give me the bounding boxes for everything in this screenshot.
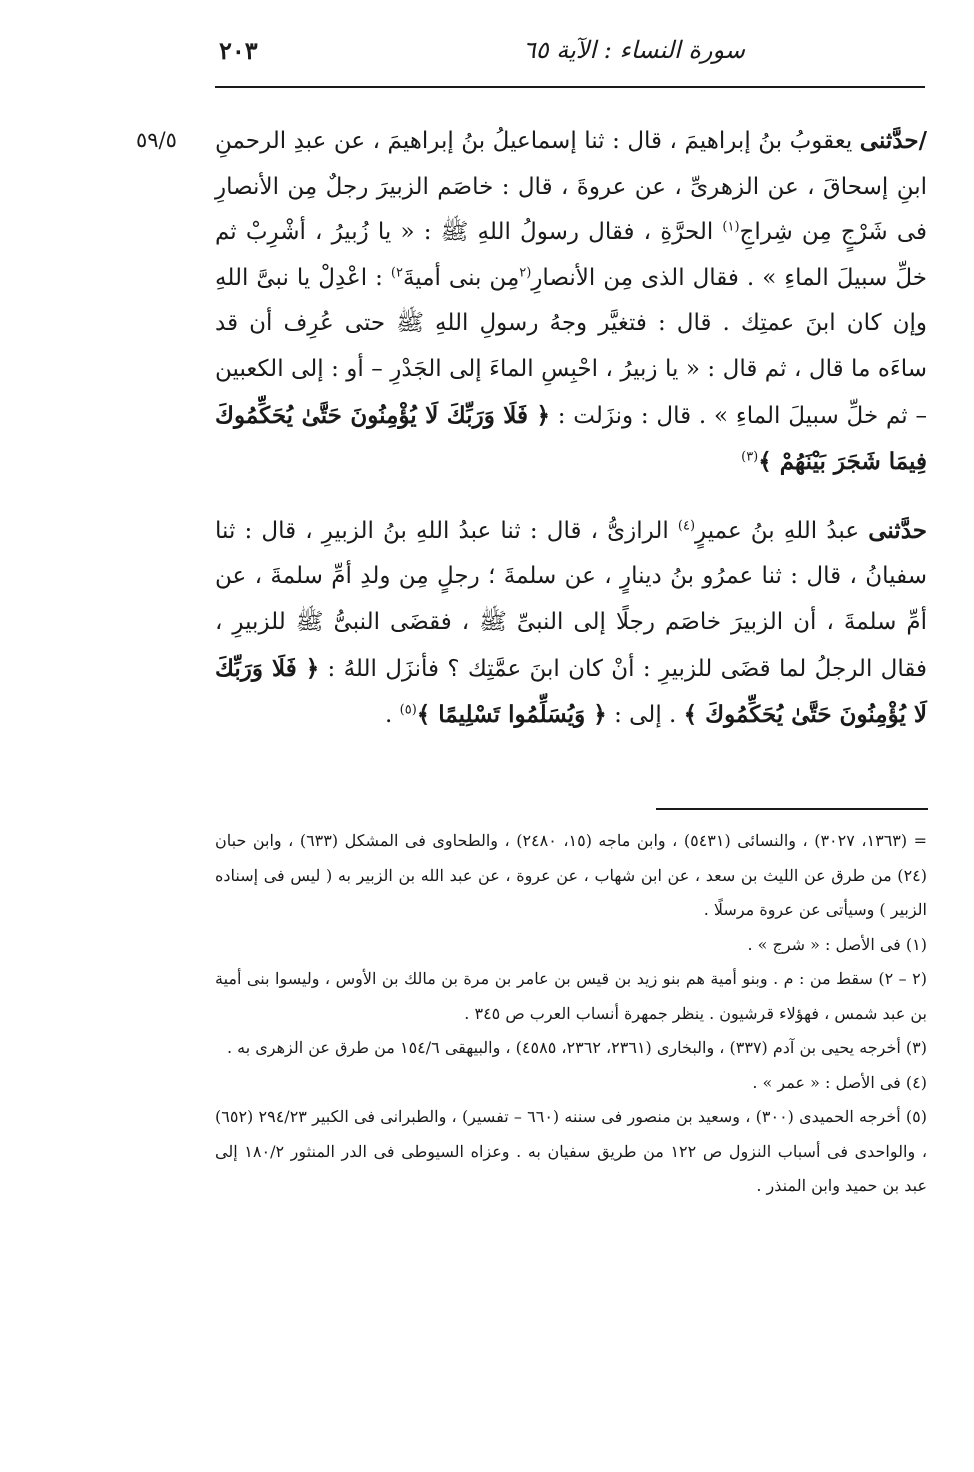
footnote: (٤) فى الأصل : « عمر » .: [752, 1072, 927, 1092]
quran-verse: ﴿ فَلَا وَرَبِّكَ لَا يُؤْمِنُونَ حَتَّىٰ يُحَكِّمُوكَ فِيمَا شَجَرَ بَيْنَهُمْ ﴾: [215, 401, 927, 476]
footnote: = (١٣٦٣، ٣٠٢٧) ، والنسائى (٥٤٣١) ، وابن ماجه (١٥، ٢٤٨٠) ، والطحاوى فى المشكل (٦٣٣) ، وابن حبان (٢٤) من طرق عن الليث بن سعد ، عن ابن شهاب ، عن عروة ، عن عبد الله بن الزبير به ( ليس فى إسناده الزبير ) وسيأتى عن عروة مرسلًا .: [215, 831, 928, 919]
paragraph-text: . إلى :: [606, 702, 684, 729]
page-number: ٢٠٣: [219, 36, 258, 65]
paragraph-text: الرازىُّ ، قال : ثنا عبدُ اللهِ بنُ الزبيرِ ، قال : ثنا سفيانُ ، قال : ثنا عمرُو بنُ دينارٍ ، عن سلمةَ ؛ رجلٍ مِن ولدِ أمِّ سلمةَ ، عن أمِّ سلمةَ ، أن الزبيرَ خاصَم رجلًا إلى النبىِّ ﷺ ، فقضَى النبىُّ ﷺ للزبيرِ ، فقال الرجلُ لما قضَى للزبيرِ : أنْ كان ابنَ عمَّتِك ؟ فأنزَل اللهُ :: [215, 517, 927, 682]
margin-reference: ٥٩/٥: [136, 128, 177, 152]
footnote-marker: ٢): [390, 265, 403, 281]
footnote-marker: (٥): [399, 702, 417, 718]
footnote: (٢ – ٢) سقط من : م . وبنو أمية هم بنو زيد بن قيس بن عامر بن مرة بن مالك بن الأوس ، وليسوا بنى أمية بن عبد شمس ، فهؤلاء قرشيون . ينظر جمهرة أنساب العرب ص ٣٤٥ .: [215, 969, 928, 1023]
hadith-paragraph-1: [215, 118, 927, 486]
paragraph-text: .: [385, 702, 400, 729]
footnote-divider: [656, 808, 928, 810]
paragraph-lead: /حدَّثنى: [859, 127, 927, 154]
paragraph-text: : اعْدِلْ يا نبىَّ اللهِ وإن كان ابنَ عمتِك . قال : فتغيَّر وجهُ رسولِ اللهِ ﷺ حتى عُرِف أن قد ساءَه ما قال ، ثم قال : « يا زبيرُ ، احْبِسِ الماءَ إلى الجَدْرِ – أو : إلى الكعبين – ثم خلِّ سبيلَ الماءِ » . قال : ونزَلت :: [215, 264, 927, 429]
paragraph-text: عبدُ اللهِ بنُ عميرٍ: [695, 517, 869, 544]
hadith-paragraph-2: [215, 508, 927, 739]
paragraph-text: يعقوبُ بنُ إبراهيمَ ، قال : ثنا إسماعيلُ بنُ إبراهيمَ ، عن عبدِ الرحمنِ ابنِ إسحاقَ ، عن الزهرىِّ ، عن عروةَ ، قال : خاصَم الزبيرَ رجلٌ مِن الأنصارِ فى شَرْجٍ مِن شِراجِ: [215, 128, 927, 246]
footnote-marker: (٣): [741, 449, 759, 465]
footnote-marker: (٤): [677, 518, 696, 534]
footnotes: [215, 824, 927, 1204]
quran-verse: ﴿ وَيُسَلِّمُوا تَسْلِيمًا ﴾: [416, 701, 607, 729]
footnote-marker: (١): [722, 219, 740, 235]
quran-verse: ﴿ فَلَا وَرَبِّكَ لَا يُؤْمِنُونَ حَتَّىٰ يُحَكِّمُوكَ ﴾: [215, 654, 927, 729]
page-header: [215, 30, 925, 82]
paragraph-text: مِن بنى أميةَ: [402, 264, 520, 291]
main-text: [215, 118, 927, 739]
footnote: (٣) أخرجه يحيى بن آدم (٣٣٧) ، والبخارى (٢٣٦١، ٢٣٦٢، ٤٥٨٥) ، والبيهقى ١٥٤/٦ من طرق عن الزهرى به .: [226, 1038, 927, 1057]
running-title: سورة النساء : الآية ٦٥: [522, 36, 745, 64]
paragraph-text: الحرَّةِ ، فقال رسولُ اللهِ ﷺ : « يا زُبيرُ ، أشْرِبْ ثم خلِّ سبيلَ الماءِ » . فقال الذى مِن الأنصارِ: [215, 219, 928, 291]
paragraph-lead: حدَّثنى: [868, 516, 927, 544]
footnote-marker: (٢: [519, 265, 532, 281]
footnote: (١) فى الأصل : « شرج » .: [747, 934, 927, 954]
footnote: (٥) أخرجه الحميدى (٣٠٠) ، وسعيد بن منصور فى سننه (٦٦٠ – تفسير) ، والطبرانى فى الكبير ٢٩٤/٢٣ (٦٥٢) ، والواحدى فى أسباب النزول ص ١٢٢ من طريق سفيان به . وعزاه السيوطى فى الدر المنثور ١٨٠/٢ إلى عبد بن حميد وابن المنذر .: [215, 1107, 927, 1195]
header-divider: [215, 86, 925, 88]
